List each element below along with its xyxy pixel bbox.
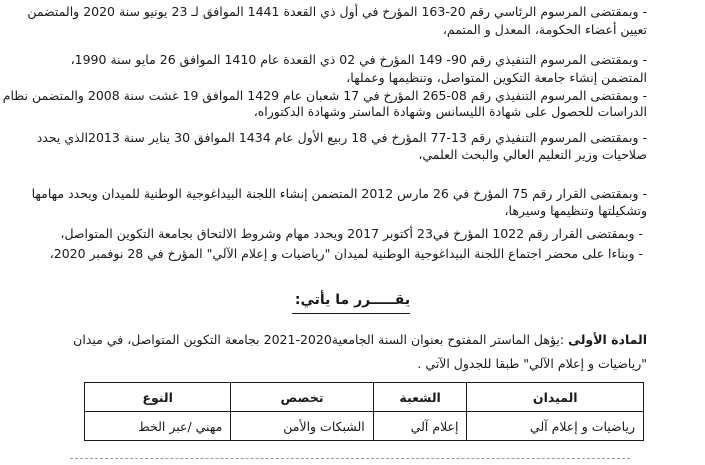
preamble-line-5: - وبمقتضى المرسوم التنفيذي رقم 08-265 المؤرخ في 17 شعبان عام 1429 الموافق 19 غشت سنة 2008 والمتضمن نظام	[2, 88, 647, 103]
article-1-text: :يؤهل الماستر المفتوح بعنوان السنة الجامعية2020-2021 بجامعة التكوين المتواصل، في ميدان	[73, 332, 565, 347]
header-field: الميدان	[467, 383, 644, 412]
preamble-line-4: المتضمن إنشاء جامعة التكوين المتواصل، وتنظيمها وعملها،	[346, 70, 647, 85]
preamble-line-11: - وبمقتضى القرار رقم 1022 المؤرخ في23 أكتوبر 2017 ويحدد مهام وشروط الالتحاق بجامعة التكوين المتواصل،	[60, 226, 643, 241]
cell-branch: إعلام آلي	[373, 412, 467, 441]
header-specialty: تخصص	[231, 383, 373, 412]
page-cut-edge	[70, 458, 630, 459]
cell-field: رياضيات و إعلام آلي	[467, 412, 644, 441]
table-header-row	[85, 383, 644, 412]
preamble-line-12: - وبناءا على محضر اجتماع اللجنة البيداغوجية الوطنية لميدان "رياضيات و إعلام الآلي" المؤرخ في 28 نوفمبر 2020،	[49, 246, 643, 261]
header-type: النوع	[85, 383, 231, 412]
preamble-line-1: - وبمقتضى المرسوم الرئاسي رقم 20-163 المؤرخ في أول ذي القعدة 1441 الموافق لـ 23 يونيو سنة 2020 والمتضمن	[27, 4, 647, 19]
preamble-line-2: تعيين أعضاء الحكومة، المعدل و المتمم،	[442, 22, 647, 37]
preamble-line-10: وتشكيلتها وتنظيمها وسيرها،	[504, 203, 647, 218]
decision-title: يقـــــرر ما يأتي:	[294, 292, 411, 308]
preamble-line-9: - وبمقتضى القرار رقم 75 المؤرخ في 26 مارس 2012 المتضمن إنشاء اللجنة البيداغوجية الوطنية للميدان ويحدد مهامها	[31, 186, 647, 201]
preamble-line-6: الدراسات للحصول على شهادة الليسانس وشهادة الماستر وشهادة الدكتوراه،	[253, 104, 647, 119]
preamble-line-8: صلاحيات وزير التعليم العالي والبحث العلمي،	[418, 147, 647, 162]
article-1	[73, 332, 647, 348]
cell-type: مهني /عبر الخط	[85, 412, 231, 441]
title-underline	[292, 313, 410, 314]
article-1-line-2: "رياضيات و إعلام الآلي" طبقا للجدول الآتي .	[417, 356, 647, 371]
header-branch: الشعبة	[373, 383, 467, 412]
preamble-line-3: - وبمقتضى المرسوم التنفيذي رقم 90- 149 المؤرخ في 02 ذي القعدة عام 1410 الموافق 26 مايو سنة 1990،	[70, 52, 647, 67]
specialty-table	[84, 382, 644, 441]
article-1-label: المادة الأولى	[568, 332, 647, 347]
table-row	[85, 412, 644, 441]
cell-specialty: الشبكات والأمن	[231, 412, 373, 441]
preamble-line-7: - وبمقتضى المرسوم التنفيذي رقم 13-77 المؤرخ في 18 ربيع الأول عام 1434 الموافق 30 يناير سنة 2013الذي يحدد	[36, 130, 647, 145]
